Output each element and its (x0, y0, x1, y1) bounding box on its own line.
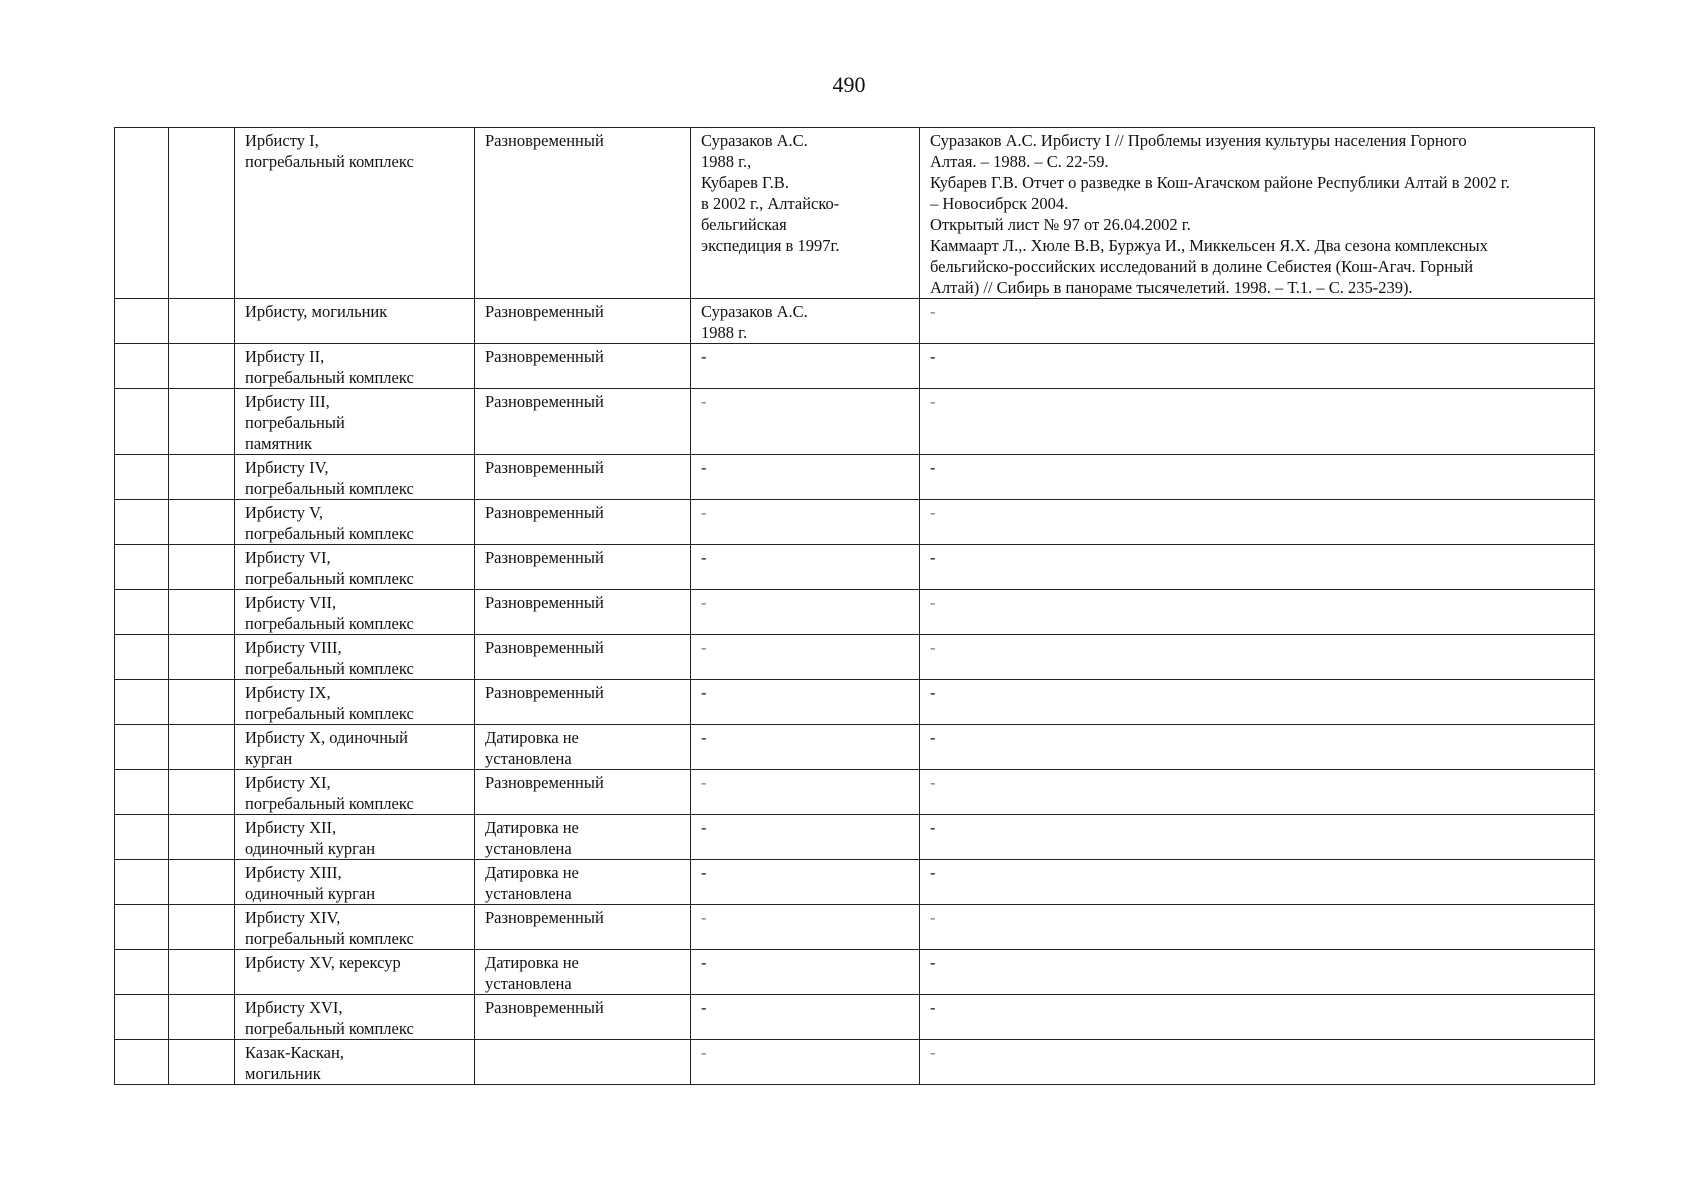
code-cell (169, 299, 235, 344)
number-cell (115, 455, 169, 500)
empty-value-dash: - (930, 638, 936, 657)
empty-value-dash: - (701, 728, 707, 747)
cell-text-line: Разновременный (485, 908, 604, 927)
table-row (115, 860, 1595, 905)
empty-value-dash: - (930, 458, 936, 477)
literature-cell (920, 590, 1595, 635)
number-cell (115, 299, 169, 344)
cell-text-line: Ирбисту XII, (245, 818, 337, 837)
cell-text-line: могильник (245, 1064, 321, 1083)
dating-cell (475, 815, 691, 860)
cell-text-line: Кубарев Г.В. Отчет о разведке в Кош-Агачском районе Республики Алтай в 2002 г. (930, 173, 1510, 192)
cell-text-line: погребальный комплекс (245, 614, 414, 633)
cell-text-line: погребальный комплекс (245, 1019, 414, 1038)
number-cell (115, 545, 169, 590)
cell-text-line: Открытый лист № 97 от 26.04.2002 г. (930, 215, 1191, 234)
code-cell (169, 770, 235, 815)
cell-text-line: Разновременный (485, 392, 604, 411)
literature-cell (920, 455, 1595, 500)
table-row (115, 725, 1595, 770)
cell-text-line: бельгийско-российских исследований в долине Себистея (Кош-Агач. Горный (930, 257, 1474, 276)
empty-value-dash: - (930, 998, 936, 1017)
table-row (115, 770, 1595, 815)
cell-text-line: погребальный комплекс (245, 569, 414, 588)
cell-text-line: 1988 г., (701, 152, 752, 171)
dating-cell (475, 455, 691, 500)
cell-text-line: Суразаков А.С. (701, 131, 808, 150)
cell-text-line: памятник (245, 434, 313, 453)
cell-text-line: Ирбисту, могильник (245, 302, 388, 321)
cell-text-line: Суразаков А.С. (701, 302, 808, 321)
number-cell (115, 128, 169, 299)
cell-text-line: погребальный комплекс (245, 929, 414, 948)
code-cell (169, 344, 235, 389)
explorer-cell (691, 389, 920, 455)
table-row (115, 389, 1595, 455)
code-cell (169, 545, 235, 590)
explorer-cell (691, 950, 920, 995)
cell-text-line: Ирбисту VII, (245, 593, 337, 612)
number-cell (115, 950, 169, 995)
literature-cell (920, 860, 1595, 905)
number-cell (115, 905, 169, 950)
dating-cell (475, 389, 691, 455)
dating-cell (475, 344, 691, 389)
empty-value-dash: - (930, 953, 936, 972)
empty-value-dash: - (701, 908, 707, 927)
empty-value-dash: - (701, 863, 707, 882)
table-row (115, 299, 1595, 344)
cell-text-line: погребальный комплекс (245, 659, 414, 678)
cell-text-line: погребальный комплекс (245, 704, 414, 723)
monument-name-cell (235, 500, 475, 545)
dating-cell (475, 1040, 691, 1085)
monument-name-cell (235, 1040, 475, 1085)
cell-text-line: установлена (485, 749, 572, 768)
code-cell (169, 905, 235, 950)
number-cell (115, 344, 169, 389)
empty-value-dash: - (930, 392, 936, 411)
dating-cell (475, 545, 691, 590)
cell-text-line: – Новосибрск 2004. (930, 194, 1069, 213)
code-cell (169, 815, 235, 860)
cell-text-line: Разновременный (485, 347, 604, 366)
explorer-cell (691, 635, 920, 680)
cell-text-line: Ирбисту V, (245, 503, 323, 522)
monument-name-cell (235, 344, 475, 389)
cell-text-line: Ирбисту I, (245, 131, 319, 150)
monument-name-cell (235, 950, 475, 995)
code-cell (169, 725, 235, 770)
number-cell (115, 860, 169, 905)
code-cell (169, 950, 235, 995)
cell-text-line: Разновременный (485, 683, 604, 702)
monument-name-cell (235, 770, 475, 815)
empty-value-dash: - (701, 593, 707, 612)
empty-value-dash: - (701, 998, 707, 1017)
number-cell (115, 389, 169, 455)
number-cell (115, 770, 169, 815)
cell-text-line: Разновременный (485, 773, 604, 792)
explorer-cell (691, 299, 920, 344)
cell-text-line: Разновременный (485, 548, 604, 567)
explorer-cell (691, 860, 920, 905)
cell-text-line: Разновременный (485, 593, 604, 612)
number-cell (115, 995, 169, 1040)
cell-text-line: Ирбисту IX, (245, 683, 331, 702)
table-row (115, 590, 1595, 635)
number-cell (115, 1040, 169, 1085)
cell-text-line: Ирбисту IV, (245, 458, 329, 477)
cell-text-line: Ирбисту XVI, (245, 998, 343, 1017)
cell-text-line: погребальный (245, 413, 345, 432)
dating-cell (475, 860, 691, 905)
cell-text-line: Ирбисту XIII, (245, 863, 342, 882)
dating-cell (475, 299, 691, 344)
table-row (115, 128, 1595, 299)
cell-text-line: Кубарев Г.В. (701, 173, 789, 192)
literature-cell (920, 995, 1595, 1040)
table-row (115, 995, 1595, 1040)
literature-cell (920, 725, 1595, 770)
monument-name-cell (235, 995, 475, 1040)
empty-value-dash: - (701, 638, 707, 657)
empty-value-dash: - (701, 392, 707, 411)
cell-text-line: Ирбисту VIII, (245, 638, 342, 657)
cell-text-line: Алтая. – 1988. – С. 22-59. (930, 152, 1109, 171)
empty-value-dash: - (701, 818, 707, 837)
code-cell (169, 389, 235, 455)
explorer-cell (691, 545, 920, 590)
empty-value-dash: - (930, 548, 936, 567)
explorer-cell (691, 995, 920, 1040)
table-row (115, 635, 1595, 680)
monument-name-cell (235, 905, 475, 950)
cell-text-line: экспедиция в 1997г. (701, 236, 840, 255)
table-row (115, 455, 1595, 500)
table-row (115, 950, 1595, 995)
cell-text-line: установлена (485, 974, 572, 993)
cell-text-line: погребальный комплекс (245, 524, 414, 543)
explorer-cell (691, 128, 920, 299)
table-row (115, 500, 1595, 545)
code-cell (169, 590, 235, 635)
table-row (115, 545, 1595, 590)
code-cell (169, 995, 235, 1040)
dating-cell (475, 995, 691, 1040)
monument-name-cell (235, 725, 475, 770)
empty-value-dash: - (701, 1043, 707, 1062)
cell-text-line: установлена (485, 839, 572, 858)
page-number: 490 (832, 72, 866, 97)
table-row (115, 905, 1595, 950)
monument-name-cell (235, 815, 475, 860)
empty-value-dash: - (930, 593, 936, 612)
empty-value-dash: - (930, 863, 936, 882)
literature-cell (920, 770, 1595, 815)
dating-cell (475, 590, 691, 635)
number-cell (115, 725, 169, 770)
cell-text-line: Разновременный (485, 302, 604, 321)
monument-name-cell (235, 455, 475, 500)
empty-value-dash: - (930, 773, 936, 792)
code-cell (169, 500, 235, 545)
monuments-table (114, 127, 1595, 1085)
monument-name-cell (235, 680, 475, 725)
number-cell (115, 590, 169, 635)
dating-cell (475, 905, 691, 950)
explorer-cell (691, 680, 920, 725)
literature-cell (920, 545, 1595, 590)
cell-text-line: Разновременный (485, 998, 604, 1017)
cell-text-line: Датировка не (485, 728, 579, 747)
cell-text-line: Ирбисту X, одиночный (245, 728, 408, 747)
empty-value-dash: - (930, 728, 936, 747)
literature-cell (920, 680, 1595, 725)
cell-text-line: Датировка не (485, 863, 579, 882)
monument-name-cell (235, 635, 475, 680)
literature-cell (920, 500, 1595, 545)
cell-text-line: бельгийская (701, 215, 787, 234)
dating-cell (475, 500, 691, 545)
dating-cell (475, 950, 691, 995)
cell-text-line: Казак-Каскан, (245, 1043, 344, 1062)
empty-value-dash: - (930, 908, 936, 927)
empty-value-dash: - (701, 347, 707, 366)
cell-text-line: Ирбисту XIV, (245, 908, 341, 927)
cell-text-line: одиночный курган (245, 884, 376, 903)
cell-text-line: Датировка не (485, 818, 579, 837)
explorer-cell (691, 905, 920, 950)
literature-cell (920, 344, 1595, 389)
number-cell (115, 500, 169, 545)
literature-cell (920, 299, 1595, 344)
literature-cell (920, 635, 1595, 680)
cell-text-line: погребальный комплекс (245, 479, 414, 498)
table-row (115, 680, 1595, 725)
number-cell (115, 680, 169, 725)
code-cell (169, 860, 235, 905)
empty-value-dash: - (701, 683, 707, 702)
empty-value-dash: - (930, 347, 936, 366)
cell-text-line: Ирбисту XI, (245, 773, 331, 792)
explorer-cell (691, 815, 920, 860)
monument-name-cell (235, 128, 475, 299)
monument-name-cell (235, 545, 475, 590)
cell-text-line: Ирбисту II, (245, 347, 325, 366)
cell-text-line: Разновременный (485, 503, 604, 522)
cell-text-line: Ирбисту III, (245, 392, 330, 411)
literature-cell (920, 128, 1595, 299)
monument-name-cell (235, 299, 475, 344)
dating-cell (475, 725, 691, 770)
dating-cell (475, 635, 691, 680)
number-cell (115, 635, 169, 680)
empty-value-dash: - (930, 1043, 936, 1062)
cell-text-line: Суразаков А.С. Ирбисту I // Проблемы изуения культуры населения Горного (930, 131, 1467, 150)
cell-text-line: Алтай) // Сибирь в панораме тысячелетий. 1998. – Т.1. – С. 235-239). (930, 278, 1413, 297)
explorer-cell (691, 770, 920, 815)
code-cell (169, 635, 235, 680)
dating-cell (475, 680, 691, 725)
cell-text-line: Разновременный (485, 458, 604, 477)
monument-name-cell (235, 389, 475, 455)
empty-value-dash: - (701, 503, 707, 522)
cell-text-line: Датировка не (485, 953, 579, 972)
cell-text-line: погребальный комплекс (245, 152, 414, 171)
literature-cell (920, 815, 1595, 860)
cell-text-line: Разновременный (485, 131, 604, 150)
explorer-cell (691, 500, 920, 545)
empty-value-dash: - (701, 548, 707, 567)
monument-name-cell (235, 590, 475, 635)
explorer-cell (691, 1040, 920, 1085)
empty-value-dash: - (930, 818, 936, 837)
dating-cell (475, 128, 691, 299)
explorer-cell (691, 590, 920, 635)
empty-value-dash: - (930, 503, 936, 522)
cell-text-line: погребальный комплекс (245, 368, 414, 387)
code-cell (169, 1040, 235, 1085)
literature-cell (920, 1040, 1595, 1085)
literature-cell (920, 905, 1595, 950)
monument-name-cell (235, 860, 475, 905)
cell-text-line: Каммаарт Л.,. Хюле В.В, Буржуа И., Миккельсен Я.Х. Два сезона комплексных (930, 236, 1488, 255)
cell-text-line: одиночный курган (245, 839, 376, 858)
table-row (115, 815, 1595, 860)
literature-cell (920, 389, 1595, 455)
table-row (115, 344, 1595, 389)
cell-text-line: погребальный комплекс (245, 794, 414, 813)
cell-text-line: Ирбисту XV, керексур (245, 953, 401, 972)
dating-cell (475, 770, 691, 815)
cell-text-line: в 2002 г., Алтайско- (701, 194, 840, 213)
empty-value-dash: - (701, 458, 707, 477)
cell-text-line: 1988 г. (701, 323, 748, 342)
cell-text-line: установлена (485, 884, 572, 903)
code-cell (169, 680, 235, 725)
empty-value-dash: - (930, 683, 936, 702)
cell-text-line: Ирбисту VI, (245, 548, 331, 567)
explorer-cell (691, 725, 920, 770)
empty-value-dash: - (701, 953, 707, 972)
explorer-cell (691, 455, 920, 500)
empty-value-dash: - (930, 302, 936, 321)
explorer-cell (691, 344, 920, 389)
table-row (115, 1040, 1595, 1085)
code-cell (169, 128, 235, 299)
cell-text-line: Разновременный (485, 638, 604, 657)
code-cell (169, 455, 235, 500)
cell-text-line: курган (245, 749, 293, 768)
empty-value-dash: - (701, 773, 707, 792)
number-cell (115, 815, 169, 860)
literature-cell (920, 950, 1595, 995)
